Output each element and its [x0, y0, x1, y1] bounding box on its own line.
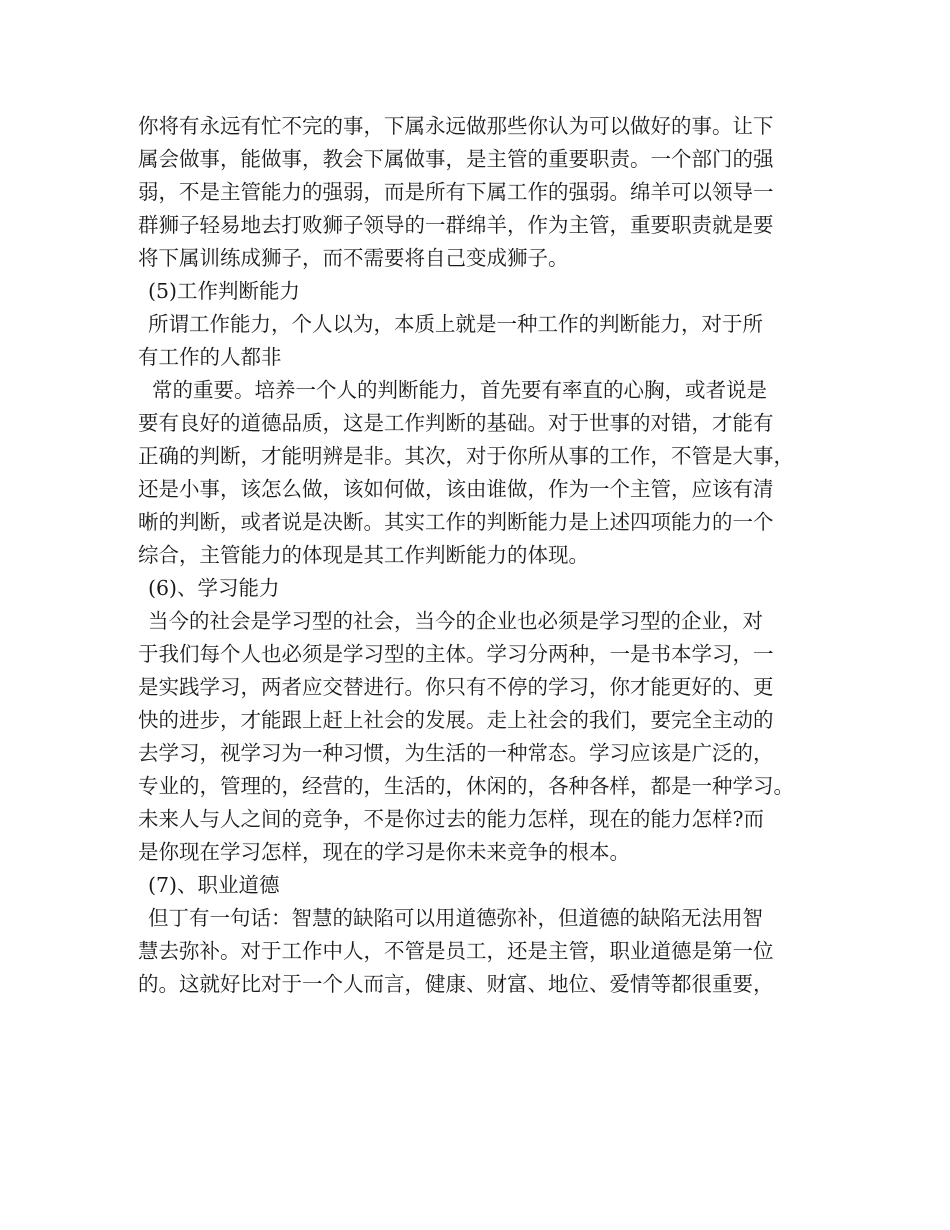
text-line: 群狮子轻易地去打败狮子领导的一群绵羊，作为主管，重要职责就是要 — [138, 213, 774, 237]
text-line: 快的进步，才能跟上赶上社会的发展。走上社会的我们，要完全主动的 — [138, 708, 774, 732]
body-text — [138, 110, 828, 1001]
text-line: 是你现在学习怎样，现在的学习是你未来竞争的根本。 — [138, 840, 630, 864]
text-line: 但丁有一句话：智慧的缺陷可以用道德弥补，但道德的缺陷无法用智 — [148, 906, 763, 930]
text-line: 是实践学习，两者应交替进行。你只有不停的学习，你才能更好的、更 — [138, 675, 774, 699]
text-line: 将下属训练成狮子，而不需要将自己变成狮子。 — [138, 246, 569, 270]
text-line: 晰的判断，或者说是决断。其实工作的判断能力是上述四项能力的一个 — [138, 510, 774, 534]
text-line: 所谓工作能力，个人以为，本质上就是一种工作的判断能力，对于所 — [148, 312, 763, 336]
text-line: 于我们每个人也必须是学习型的主体。学习分两种，一是书本学习，一 — [138, 642, 774, 666]
text-line: 你将有永远有忙不完的事，下属永远做那些你认为可以做好的事。让下 — [138, 114, 774, 138]
section-heading-5: (5)工作判断能力 — [148, 279, 301, 303]
text-line: 综合，主管能力的体现是其工作判断能力的体现。 — [138, 543, 589, 567]
text-line: 未来人与人之间的竞争，不是你过去的能力怎样，现在的能力怎样?而 — [138, 807, 764, 831]
text-line: 当今的社会是学习型的社会，当今的企业也必须是学习型的企业，对 — [148, 609, 763, 633]
text-line: 还是小事，该怎么做，该如何做，该由谁做，作为一个主管，应该有清 — [138, 477, 774, 501]
section-heading-6: (6)、学习能力 — [148, 576, 280, 600]
text-line: 慧去弥补。对于工作中人，不管是员工，还是主管，职业道德是第一位 — [138, 939, 774, 963]
section-heading-7: (7)、职业道德 — [148, 873, 280, 897]
text-line: 的。这就好比对于一个人而言，健康、财富、地位、爱情等都很重要， — [138, 972, 774, 996]
text-line: 弱，不是主管能力的强弱，而是所有下属工作的强弱。绵羊可以领导一 — [138, 180, 774, 204]
text-line: 正确的判断，才能明辨是非。其次，对于你所从事的工作，不管是大事， — [138, 444, 794, 468]
text-line: 去学习，视学习为一种习惯，为生活的一种常态。学习应该是广泛的， — [138, 741, 774, 765]
text-line: 有工作的人都非 — [138, 345, 282, 369]
text-line: 常的重要。培养一个人的判断能力，首先要有率直的心胸，或者说是 — [152, 378, 767, 402]
text-line: 要有良好的道德品质，这是工作判断的基础。对于世事的对错，才能有 — [138, 411, 774, 435]
text-line: 专业的，管理的，经营的，生活的，休闲的，各种各样，都是一种学习。 — [138, 774, 794, 798]
text-line: 属会做事，能做事，教会下属做事，是主管的重要职责。一个部门的强 — [138, 147, 774, 171]
